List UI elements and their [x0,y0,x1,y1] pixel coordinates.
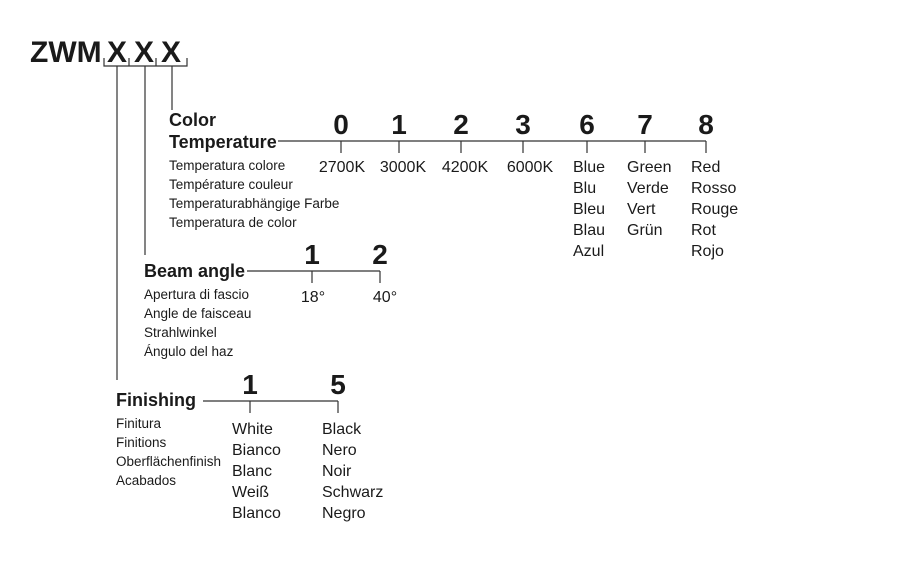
option-value: 6000K [506,159,554,176]
finishing-heading: Finishing [116,390,196,410]
option-value: 3000K [379,159,427,176]
code-slot-color-temperature: X [161,36,182,69]
code-slot-finishing: X [107,36,128,69]
option-value: Rosso [691,180,737,197]
option-value: Blau [573,222,606,239]
option-code: 5 [330,369,346,400]
option-value: Noir [322,463,352,480]
finish-white-values [232,419,281,524]
translation-it: Apertura di fascio [144,287,250,302]
translation-es: Ángulo del haz [144,344,234,359]
finishing-translations [116,414,221,490]
option-value: Green [627,159,672,176]
product-code-prefix: ZWM [30,36,102,69]
option-value: Rojo [691,243,724,260]
option-value: Nero [322,442,357,459]
option-value: 4200K [441,159,489,176]
option-code: 0 [333,109,349,140]
option-value: Negro [322,505,366,522]
option-code: 6 [579,109,595,140]
color-temperature-heading-line1: Color [169,110,216,130]
translation-es: Acabados [116,473,177,488]
option-code: 1 [391,109,407,140]
option-value: Verde [627,180,669,197]
option-code: 1 [304,239,320,270]
option-value: Rot [691,222,716,239]
option-value: Azul [573,243,605,260]
translation-fr: Angle de faisceau [144,306,252,321]
translation-de: Temperaturabhängige Farbe [169,196,340,211]
option-code: 7 [637,109,653,140]
option-code: 2 [453,109,469,140]
option-value: Red [691,159,721,176]
beam-angle-heading: Beam angle [144,261,246,281]
option-value: 2700K [318,159,366,176]
option-value: Schwarz [322,484,384,501]
color-temperature-heading [169,109,277,153]
option-code: 1 [242,369,258,400]
color-green-values [627,157,671,241]
option-code: 3 [515,109,531,140]
option-value: Blue [573,159,606,176]
translation-it: Finitura [116,416,162,431]
option-value: Blanco [232,505,281,522]
translation-es: Temperatura de color [169,215,297,230]
option-code: 2 [372,239,388,270]
finish-black-values [322,419,383,524]
option-value: 18° [300,289,326,306]
option-value: Grün [627,222,663,239]
color-temperature-heading-line2: Temperature [169,132,277,152]
color-blue-values [573,157,605,262]
option-value: Rouge [691,201,739,218]
translation-fr: Température couleur [169,177,293,192]
translation-de: Strahlwinkel [144,325,217,340]
color-red-values [691,157,738,262]
translation-fr: Finitions [116,435,167,450]
option-value: Blu [573,180,597,197]
option-value: 40° [372,289,398,306]
option-code: 8 [698,109,714,140]
code-slot-beam-angle: X [134,36,155,69]
option-value: Bianco [232,442,281,459]
option-value: Blanc [232,463,273,480]
beam-angle-translations [144,285,251,361]
option-value: Weiß [232,484,270,501]
translation-de: Oberflächenfinish [116,454,222,469]
option-value: Bleu [573,201,606,218]
translation-it: Temperatura colore [169,158,286,173]
option-value: White [232,421,273,438]
option-value: Black [322,421,362,438]
option-value: Vert [627,201,656,218]
